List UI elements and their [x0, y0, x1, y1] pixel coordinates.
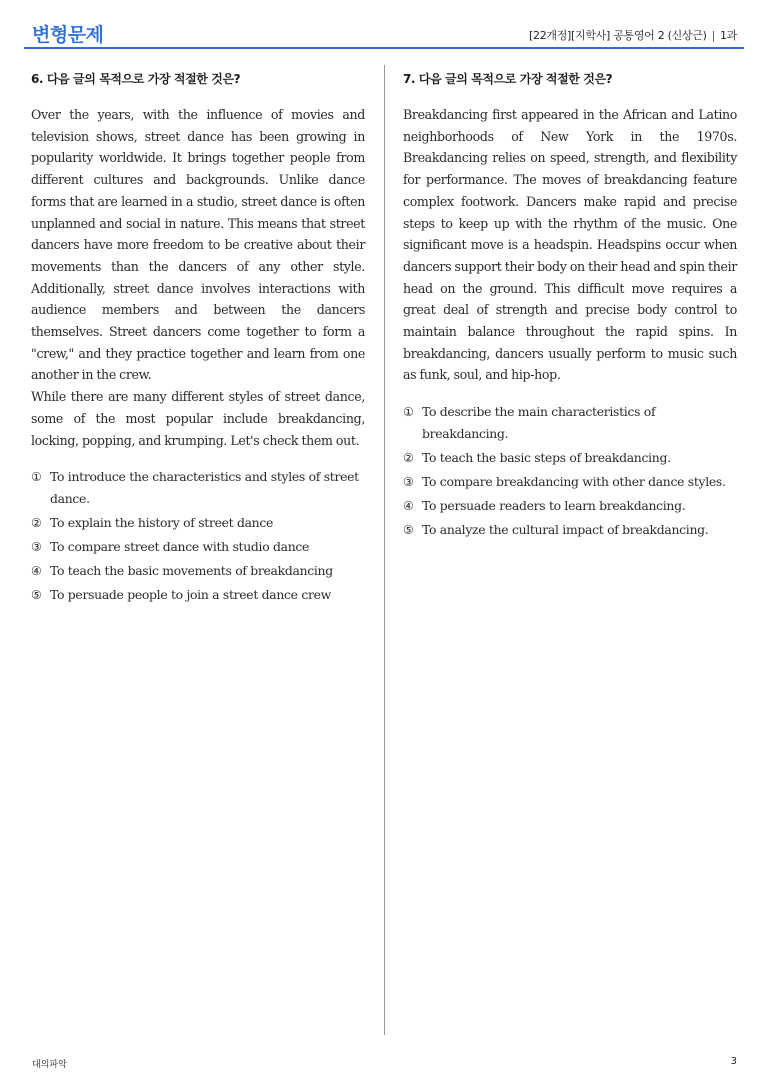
answer-option-5[interactable] — [31, 584, 365, 606]
answer-options — [31, 466, 365, 606]
answer-options — [403, 401, 737, 541]
option-text: To introduce the characteristics and styles of street dance. — [50, 469, 359, 507]
answer-option-3[interactable] — [403, 471, 737, 493]
option-number: ② — [31, 516, 42, 531]
question-7 — [403, 70, 737, 543]
option-text: To teach the basic movements of breakdancing — [50, 563, 333, 579]
answer-option-1[interactable] — [403, 401, 737, 445]
question-title: 7. 다음 글의 목적으로 가장 적절한 것은? — [403, 72, 613, 86]
option-text: To explain the history of street dance — [50, 515, 274, 531]
option-number: ③ — [403, 475, 414, 490]
question-6 — [31, 70, 365, 608]
answer-option-4[interactable] — [403, 495, 737, 517]
page-number: 3 — [730, 1056, 737, 1067]
option-number: ⑤ — [403, 523, 414, 538]
answer-option-3[interactable] — [31, 536, 365, 558]
option-text: To persuade people to join a street dance crew — [50, 587, 331, 603]
option-number: ① — [403, 405, 414, 420]
option-number: ④ — [403, 499, 414, 514]
question-title: 6. 다음 글의 목적으로 가장 적절한 것은? — [31, 72, 241, 86]
option-text: To describe the main characteristics of breakdancing. — [422, 404, 656, 442]
answer-option-4[interactable] — [31, 560, 365, 582]
option-number: ① — [31, 470, 42, 485]
answer-option-1[interactable] — [31, 466, 365, 510]
header-separator: | — [711, 29, 715, 42]
header-rule — [24, 47, 744, 49]
option-number: ② — [403, 451, 414, 466]
passage-paragraph: Over the years, with the influence of movies and television shows, street dance has been growing in popularity worldwide. It brings together people from different cultures and backgrounds. Unlike dance forms that are learned in a studio, street dance is often unplanned and social in nature. This means that street dancers have more freedom to be creative about their movements than the dancers of any other style. Additionally, street dance involves interactions with audience members and between the dancers themselves. Street dancers come together to form a "crew," and they practice together and learn from one another in the crew. — [31, 107, 365, 383]
option-text: To persuade readers to learn breakdancing. — [422, 498, 686, 514]
option-number: ⑤ — [31, 588, 42, 603]
option-text: To teach the basic steps of breakdancing. — [422, 450, 671, 466]
footer-category: 대의파악 — [32, 1060, 67, 1070]
option-number: ③ — [31, 540, 42, 555]
answer-option-5[interactable] — [403, 519, 737, 541]
page-title: 변형문제 — [32, 24, 104, 46]
answer-option-2[interactable] — [31, 512, 365, 534]
header-meta — [529, 27, 737, 43]
answer-option-2[interactable] — [403, 447, 737, 469]
column-divider — [384, 65, 385, 1035]
passage-paragraph: While there are many different styles of street dance, some of the most popular include breakdancing, locking, popping, and krumping. Let's check them out. — [31, 389, 365, 448]
lesson-label: 1과 — [719, 29, 737, 42]
option-text: To compare street dance with studio dance — [50, 539, 310, 555]
course-label: [22개정][지학사] 공통영어 2 (신상근) — [529, 29, 707, 42]
passage-paragraph: Breakdancing first appeared in the African and Latino neighborhoods of New York in the 1970s. Breakdancing relies on speed, strength, and flexibility for performance. The moves of breakdancing feature complex footwork. Dancers make rapid and precise steps to keep up with the rhythm of the music. One significant move is a headspin. Headspins occur when dancers support their body on their head and spin their head on the ground. This difficult move requires a great deal of strength and precise body control to maintain balance throughout the rapid spins. In breakdancing, dancers usually perform to music such as funk, soul, and hip-hop. — [403, 107, 737, 383]
option-text: To compare breakdancing with other dance styles. — [422, 474, 726, 490]
option-text: To analyze the cultural impact of breakdancing. — [422, 522, 709, 538]
option-number: ④ — [31, 564, 42, 579]
